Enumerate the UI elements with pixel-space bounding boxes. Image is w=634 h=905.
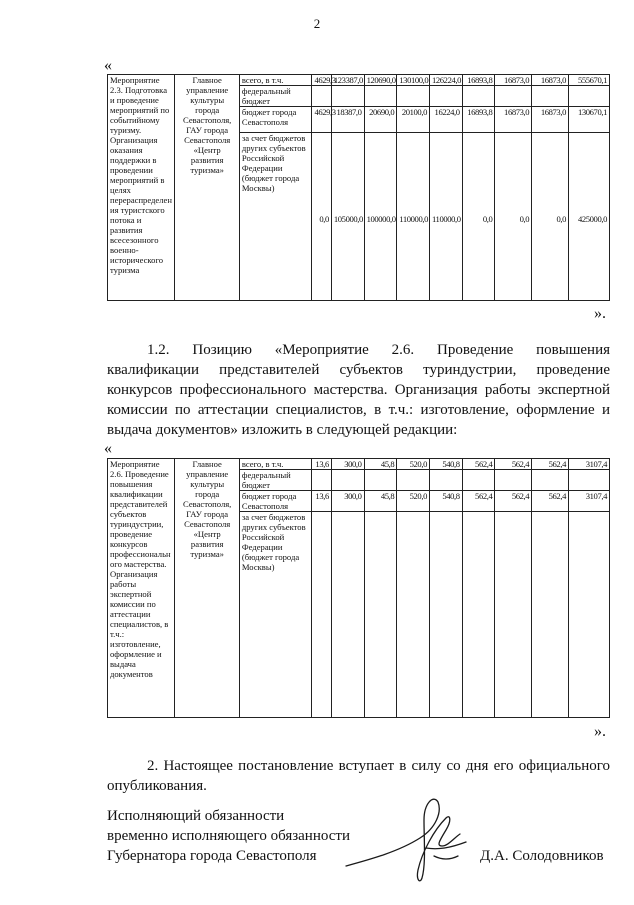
executor-cell: Главное управление культуры города Севастополя, ГАУ города Севастополя «Центр развития туризма»	[175, 75, 239, 301]
value-cell: 562,4	[495, 459, 532, 470]
value-cell: 110000,0	[429, 133, 462, 301]
value-cell: 555670,1	[568, 75, 609, 86]
value-cell: 0,0	[532, 133, 569, 301]
value-cell: 0,0	[312, 133, 331, 301]
signatory-title-line: временно исполняющего обязанности	[107, 828, 350, 844]
value-cell: 16873,0	[532, 75, 569, 86]
value-cell: 562,4	[462, 491, 495, 512]
value-cell: 16893,8	[462, 75, 495, 86]
table-row	[108, 75, 610, 86]
value-cell: 4629,3	[312, 107, 331, 133]
value-cell: 425000,0	[568, 133, 609, 301]
signatory-title-line: Исполняющий обязанности	[107, 808, 285, 824]
value-cell: 562,4	[532, 459, 569, 470]
table1-close-quote: ».	[594, 305, 606, 322]
table2-open-quote: «	[104, 440, 112, 457]
value-cell: 16893,8	[462, 107, 495, 133]
signatory-title	[107, 806, 350, 866]
measure-cell: Мероприятие 2.3. Подготовка и проведение мероприятий по событийному туризму. Организация оказания поддержки в проведении мероприятий в целях перераспределения туристского потока и развития всесезонного военно-исторического туризма	[108, 75, 175, 301]
table1-measure-2-3	[107, 74, 610, 301]
value-cell: 3107,4	[568, 491, 609, 512]
value-cell: 126224,0	[429, 75, 462, 86]
value-cell: 130670,1	[568, 107, 609, 133]
value-cell: 45,8	[364, 491, 397, 512]
value-cell: 0,0	[462, 133, 495, 301]
value-cell: 0,0	[495, 133, 532, 301]
value-cell: 130100,0	[397, 75, 430, 86]
table1-open-quote: «	[104, 57, 112, 74]
value-cell: 3107,4	[568, 459, 609, 470]
value-cell: 16873,0	[495, 75, 532, 86]
value-cell: 562,4	[532, 491, 569, 512]
value-cell: 4629,3	[312, 75, 331, 86]
source-cell: федеральный бюджет	[239, 470, 312, 491]
value-cell: 45,8	[364, 459, 397, 470]
source-cell: всего, в т.ч.	[239, 75, 312, 86]
paragraph-2: 2. Настоящее постановление вступает в силу со дня его официального опубликования.	[107, 758, 610, 794]
value-cell: 540,8	[429, 491, 462, 512]
value-cell: 16224,0	[429, 107, 462, 133]
handwritten-signature	[338, 790, 478, 890]
table-row	[108, 459, 610, 470]
signatory-name: Д.А. Солодовников	[480, 848, 604, 864]
source-cell: всего, в т.ч.	[239, 459, 312, 470]
value-cell: 13,6	[312, 491, 331, 512]
source-cell: федеральный бюджет	[239, 86, 312, 107]
value-cell: 540,8	[429, 459, 462, 470]
value-cell: 100000,0	[364, 133, 397, 301]
value-cell: 520,0	[397, 491, 430, 512]
executor-cell: Главное управление культуры города Севастополя, ГАУ города Севастополя «Центр развития туризма»	[175, 459, 239, 718]
value-cell: 16873,0	[495, 107, 532, 133]
paragraph-number: 1.2.	[147, 342, 170, 358]
source-cell: бюджет города Севастополя	[239, 107, 312, 133]
value-cell: 300,0	[331, 491, 364, 512]
value-cell: 20100,0	[397, 107, 430, 133]
source-cell: за счет бюджетов других субъектов Российской Федерации (бюджет города Москвы)	[239, 512, 312, 718]
table2-measure-2-6	[107, 458, 610, 718]
value-cell: 20690,0	[364, 107, 397, 133]
value-cell: 562,4	[495, 491, 532, 512]
value-cell: 18387,0	[331, 107, 364, 133]
value-cell: 120690,0	[364, 75, 397, 86]
paragraph-1-2	[107, 340, 610, 440]
page-number: 2	[313, 16, 321, 31]
value-cell: 123387,0	[331, 75, 364, 86]
value-cell: 105000,0	[331, 133, 364, 301]
measure-cell: Мероприятие 2.6. Проведение повышения квалификации представителей субъектов туриндустрии, проведение конкурсов профессионального мастерства. Организация работы экспертной комиссии по аттестации специалистов, в т.ч.: изготовление, оформление и выдача документов	[108, 459, 175, 718]
paragraph-text: Позицию «Мероприятие 2.6. Проведение повышения квалификации представителей субъектов туриндустрии, проведение конкурсов профессионального мастерства. Организация работы экспертной комиссии по аттестации специалистов, в т.ч.: изготовление, оформление и выдача документов» изложить в следующей редакции:	[107, 342, 611, 438]
value-cell: 562,4	[462, 459, 495, 470]
value-cell: 13,6	[312, 459, 331, 470]
source-cell: за счет бюджетов других субъектов Российской Федерации (бюджет города Москвы)	[239, 133, 312, 301]
signatory-title-line: Губернатора города Севастополя	[107, 848, 317, 864]
value-cell: 300,0	[331, 459, 364, 470]
table2-close-quote: ».	[594, 723, 606, 740]
value-cell: 16873,0	[532, 107, 569, 133]
source-cell: бюджет города Севастополя	[239, 491, 312, 512]
value-cell: 520,0	[397, 459, 430, 470]
value-cell: 110000,0	[397, 133, 430, 301]
